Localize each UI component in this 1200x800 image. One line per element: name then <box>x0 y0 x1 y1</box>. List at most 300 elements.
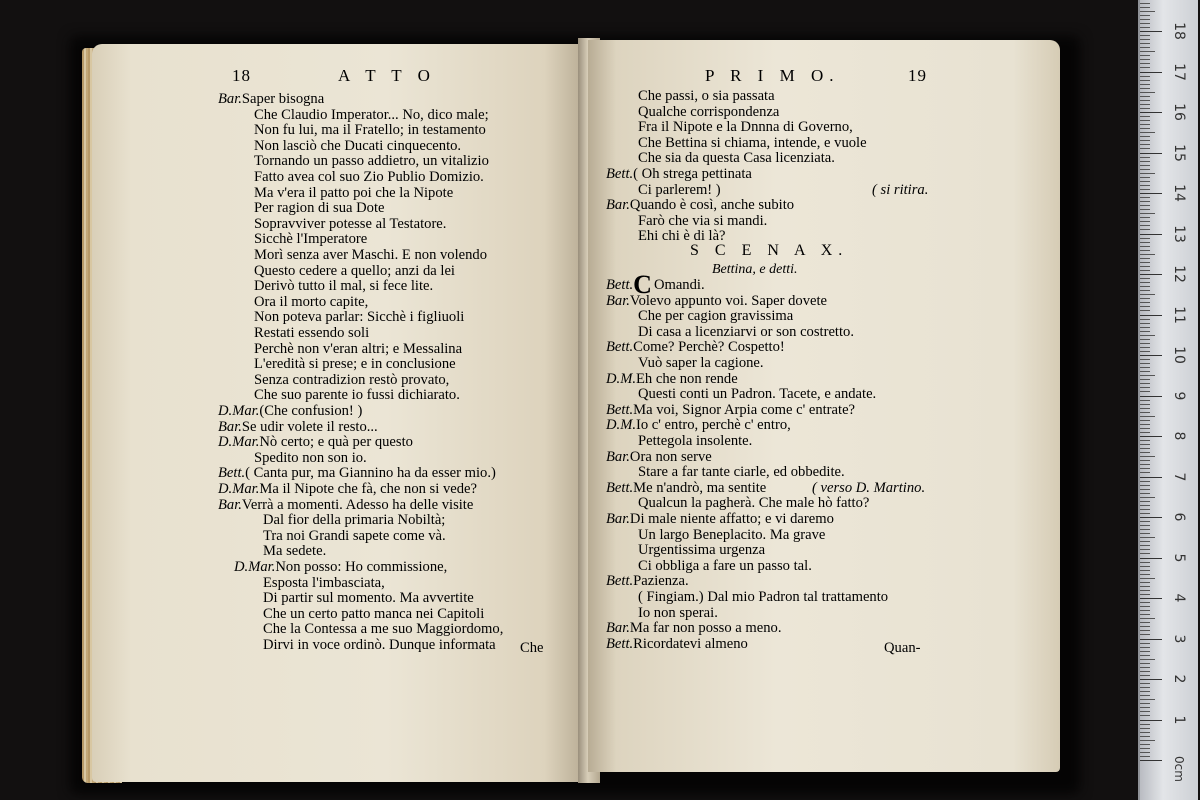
verse-text: Di male niente affatto; e vi daremo <box>629 511 834 527</box>
text-line <box>254 278 433 294</box>
right-running-head: P R I M O. <box>705 66 840 85</box>
text-line <box>254 356 456 372</box>
speaker-label: D.Mar. <box>218 434 260 451</box>
text-line <box>606 339 785 355</box>
speaker-label: Bar. <box>218 91 242 107</box>
verse-text: Pettegola insolente. <box>638 433 753 449</box>
ruler-tick <box>1140 132 1155 133</box>
ruler-number: 9 <box>1171 391 1187 400</box>
ruler-tick <box>1140 19 1150 20</box>
ruler-tick <box>1140 679 1162 680</box>
left-running-head: A T T O <box>338 66 436 85</box>
ruler-tick <box>1140 643 1150 644</box>
verse-text: Esposta l'imbasciata, <box>263 574 385 591</box>
ruler-tick <box>1140 189 1150 190</box>
ruler-tick <box>1140 444 1150 445</box>
text-line <box>218 481 477 497</box>
verse-text: Spedito non son io. <box>254 449 367 466</box>
ruler-tick <box>1140 683 1150 684</box>
ruler-tick <box>1140 144 1150 145</box>
verse-text: Qualcun la pagherà. Che male hò fatto? <box>638 495 870 512</box>
ruler-tick <box>1140 27 1150 28</box>
text-line <box>606 620 782 636</box>
ruler-tick <box>1140 169 1150 170</box>
ruler-tick <box>1140 124 1150 125</box>
ruler-tick <box>1140 655 1150 656</box>
text-line <box>254 372 449 388</box>
ruler-number: 12 <box>1171 265 1187 283</box>
ruler-tick <box>1140 537 1155 538</box>
text-line <box>638 589 888 605</box>
ruler-tick <box>1140 92 1155 93</box>
ruler-tick <box>1140 327 1150 328</box>
text-line <box>638 104 779 120</box>
ruler-tick <box>1140 270 1150 271</box>
ruler-tick <box>1140 639 1162 640</box>
ruler-tick <box>1140 525 1150 526</box>
verse-text: (Che confusion! ) <box>259 403 363 419</box>
speaker-label: Bar. <box>606 620 630 637</box>
speaker-label: Bett. <box>606 277 634 293</box>
verse-text: Quando è così, anche subito <box>629 197 795 214</box>
ruler-tick <box>1140 404 1150 405</box>
ruler-tick <box>1140 493 1150 494</box>
verse-text: Ma il Nipote che fà, che non si vede? <box>259 481 477 497</box>
ruler-tick <box>1140 756 1150 757</box>
text-line <box>638 495 869 511</box>
ruler-tick <box>1140 31 1162 32</box>
ruler-number: 3 <box>1171 634 1187 643</box>
ruler-tick <box>1140 254 1155 255</box>
ruler-tick <box>1140 197 1150 198</box>
verse-text: Fra il Nipote e la Dnnna di Governo, <box>638 119 853 136</box>
ruler-tick <box>1140 659 1155 660</box>
ruler-tick <box>1140 691 1150 692</box>
ruler-tick <box>1140 477 1162 478</box>
ruler-tick <box>1140 128 1150 129</box>
ruler-tick <box>1140 282 1150 283</box>
ruler-tick <box>1140 590 1150 591</box>
speaker-label: Bar. <box>218 418 242 435</box>
ruler-number: 8 <box>1171 431 1187 441</box>
text-line <box>254 294 368 310</box>
ruler-tick <box>1140 181 1150 182</box>
text-line <box>254 341 462 357</box>
verse-text: Che suo parente io fussi dichiarato. <box>254 387 460 404</box>
text-line <box>638 542 765 558</box>
text-line <box>254 247 487 263</box>
ruler-tick <box>1140 489 1150 490</box>
text-line <box>638 464 845 480</box>
ruler-number: 13 <box>1171 224 1187 243</box>
ruler-number: 6 <box>1171 512 1187 522</box>
ruler-tick <box>1140 416 1155 417</box>
scene-title: S C E N A X. <box>690 242 849 259</box>
text-line <box>254 231 367 247</box>
text-line <box>254 122 486 138</box>
ruler-tick <box>1140 400 1150 401</box>
verse-text: Questo cedere a quello; anzi da lei <box>254 262 455 279</box>
ruler-tick <box>1140 501 1150 502</box>
ruler-tick <box>1140 72 1162 73</box>
ruler-tick <box>1140 558 1162 559</box>
text-line <box>606 197 794 213</box>
measurement-ruler <box>1138 0 1198 800</box>
ruler-tick <box>1140 306 1150 307</box>
ruler-tick <box>1140 302 1150 303</box>
ruler-tick <box>1140 15 1150 16</box>
ruler-number: 15 <box>1171 143 1187 162</box>
verse-text: Questi conti un Padron. Tacete, e andate. <box>638 386 877 403</box>
ruler-tick <box>1140 424 1150 425</box>
ruler-tick <box>1140 108 1150 109</box>
ruler-tick <box>1140 266 1150 267</box>
stage-direction: ( verso D. Martino. <box>812 479 926 496</box>
verse-text: Me n'andrò, ma sentite <box>633 479 767 496</box>
ruler-tick <box>1140 367 1150 368</box>
ruler-tick <box>1140 63 1150 64</box>
ruler-tick <box>1140 234 1162 235</box>
ruler-tick <box>1140 687 1150 688</box>
ruler-number: 17 <box>1171 62 1187 81</box>
ruler-tick <box>1140 205 1150 206</box>
ruler-number: 16 <box>1171 103 1187 121</box>
text-line <box>263 528 446 544</box>
verse-text: Per ragion di sua Dote <box>254 200 385 217</box>
ruler-tick <box>1140 391 1150 392</box>
verse-text: Ricordatevi almeno <box>633 635 748 652</box>
ruler-number: 2 <box>1171 674 1187 684</box>
ruler-tick <box>1140 229 1150 230</box>
verse-text: Di casa a licenziarvi or son costretto. <box>638 323 854 340</box>
ruler-tick <box>1140 59 1150 60</box>
ruler-tick <box>1140 436 1162 437</box>
verse-text: Che Claudio Imperator... No, dico male; <box>254 106 489 123</box>
ruler-tick <box>1140 533 1150 534</box>
speaker-label: D.M. <box>606 370 636 387</box>
ruler-tick <box>1140 460 1150 461</box>
speaker-label: Bett. <box>606 635 634 652</box>
ruler-tick <box>1140 541 1150 542</box>
verse-text: Stare a far tante ciarle, ed obbedite. <box>638 464 845 481</box>
speaker-label: Bar. <box>606 511 630 527</box>
text-line <box>606 293 827 309</box>
ruler-tick <box>1140 343 1150 344</box>
verse-text: Come? Perchè? Cospetto! <box>633 339 785 356</box>
ruler-tick <box>1140 497 1155 498</box>
ruler-tick <box>1140 545 1150 546</box>
ruler-tick <box>1140 720 1162 721</box>
ruler-tick <box>1140 703 1150 704</box>
ruler-tick <box>1140 505 1150 506</box>
text-line <box>606 270 705 299</box>
verse-text: Urgentissima urgenza <box>638 542 766 559</box>
text-line <box>606 417 791 433</box>
verse-text: Fatto avea col suo Zio Publio Domizio. <box>254 169 484 185</box>
text-line <box>254 107 489 123</box>
verse-text: Volevo appunto voi. Saper dovete <box>629 292 828 309</box>
text-line <box>218 91 324 107</box>
ruler-tick <box>1140 602 1150 603</box>
ruler-tick <box>1140 201 1150 202</box>
ruler-tick <box>1140 242 1150 243</box>
text-line <box>638 213 767 229</box>
ruler-tick <box>1140 278 1150 279</box>
ruler-tick <box>1140 347 1150 348</box>
verse-text: Eh che non rende <box>636 370 738 387</box>
ruler-tick <box>1140 294 1155 295</box>
ruler-tick <box>1140 136 1150 137</box>
ruler-tick <box>1140 606 1150 607</box>
verse-text: Derivò tutto il mal, si fece lite. <box>254 278 434 295</box>
verse-text: Ora il morto capite, <box>254 293 369 310</box>
ruler-tick <box>1140 310 1150 311</box>
ruler-tick <box>1140 104 1150 105</box>
speaker-label: Bett. <box>606 401 634 418</box>
speaker-label: Bar. <box>606 292 630 309</box>
text-line <box>254 200 385 216</box>
verse-text: Ma v'era il patto poi che la Nipote <box>254 184 454 201</box>
verse-text: Non lasciò che Ducati cinquecento. <box>254 137 462 154</box>
verse-text: Qualche corrispondenza <box>638 103 780 120</box>
ruler-tick <box>1140 209 1150 210</box>
ruler-tick <box>1140 290 1150 291</box>
ruler-tick <box>1140 88 1150 89</box>
ruler-tick <box>1140 562 1150 563</box>
text-line <box>638 324 854 340</box>
ruler-tick <box>1140 23 1150 24</box>
right-page-number: 19 <box>908 66 927 85</box>
text-line <box>606 449 712 465</box>
text-line <box>254 185 453 201</box>
speaker-label: Bett. <box>606 339 634 356</box>
verse-text: Verrà a momenti. Adesso ha delle visite <box>241 496 474 513</box>
ruler-tick <box>1140 626 1150 627</box>
ruler-tick <box>1140 553 1150 554</box>
ruler-tick <box>1140 112 1162 113</box>
ruler-tick <box>1140 120 1150 121</box>
ruler-tick <box>1140 379 1150 380</box>
ruler-tick <box>1140 80 1150 81</box>
verse-text: Io non sperai. <box>638 604 718 621</box>
ruler-tick <box>1140 724 1150 725</box>
ruler-tick <box>1140 711 1150 712</box>
ruler-tick <box>1140 675 1150 676</box>
ruler-tick <box>1140 319 1150 320</box>
ruler-tick <box>1140 715 1150 716</box>
ruler-tick <box>1140 11 1155 12</box>
ruler-number: 14 <box>1171 184 1187 202</box>
ruler-tick <box>1140 748 1150 749</box>
ruler-tick <box>1140 116 1150 117</box>
text-line <box>263 575 385 591</box>
ruler-tick <box>1140 432 1150 433</box>
text-line <box>254 153 489 169</box>
verse-text: ( Oh strega pettinata <box>633 166 752 182</box>
ruler-tick <box>1140 412 1150 413</box>
ruler-number: 18 <box>1171 22 1187 40</box>
verse-text: Io c' entro, perchè c' entro, <box>636 417 791 434</box>
verse-text: Perchè non v'eran altri; e Messalina <box>254 340 463 357</box>
ruler-tick <box>1140 549 1150 550</box>
ruler-tick <box>1140 213 1155 214</box>
ruler-tick <box>1140 614 1150 615</box>
verse-text: Non poteva parlar: Sicchè i figliuoli <box>254 309 465 326</box>
ruler-tick <box>1140 355 1162 356</box>
ruler-tick <box>1140 177 1150 178</box>
decorated-initial: C <box>633 270 652 299</box>
text-line <box>638 355 764 371</box>
text-line <box>254 216 446 232</box>
verse-text: Ma sedete. <box>263 543 327 560</box>
ruler-tick <box>1140 39 1150 40</box>
text-line <box>263 637 496 653</box>
text-line <box>638 182 721 198</box>
ruler-tick <box>1140 744 1150 745</box>
verse-text: Morì senza aver Maschi. E non volendo <box>254 247 488 263</box>
ruler-number: 1 <box>1171 715 1187 724</box>
verse-text: Che Bettina si chiama, intende, e vuole <box>638 134 867 151</box>
verse-text: Non fu lui, ma il Fratello; in testamento <box>254 122 486 139</box>
text-line <box>263 543 326 559</box>
ruler-tick <box>1140 695 1150 696</box>
ruler-unit-label: 0cm <box>1171 756 1186 782</box>
text-line <box>218 419 378 435</box>
verse-text: Omandi. <box>653 277 705 293</box>
text-line <box>638 228 726 244</box>
ruler-tick <box>1140 598 1162 599</box>
text-line <box>254 387 460 403</box>
verse-text: Nò certo; e quà per questo <box>259 434 413 451</box>
ruler-number: 11 <box>1171 305 1187 324</box>
text-line <box>254 169 484 185</box>
ruler-tick <box>1140 396 1162 397</box>
text-line <box>263 590 474 606</box>
verse-text: Che per cagion gravissima <box>638 308 794 325</box>
speaker-label: Bett. <box>606 479 634 496</box>
ruler-tick <box>1140 509 1150 510</box>
verse-text: ( Fingiam.) Dal mio Padron tal trattamento <box>638 589 889 605</box>
ruler-tick <box>1140 3 1150 4</box>
ruler-tick <box>1140 481 1150 482</box>
speaker-label: Bar. <box>606 197 630 214</box>
ruler-tick <box>1140 157 1150 158</box>
verse-text: Tornando un passo addietro, un vitalizio <box>254 153 489 170</box>
verse-text: Che sia da questa Casa licenziata. <box>638 150 835 167</box>
ruler-tick <box>1140 383 1150 384</box>
text-line <box>638 433 752 449</box>
text-line <box>638 527 825 543</box>
ruler-tick <box>1140 387 1150 388</box>
text-line <box>638 558 812 574</box>
right-catchword: Quan- <box>884 640 921 656</box>
ruler-tick <box>1140 732 1150 733</box>
ruler-tick <box>1140 671 1150 672</box>
ruler-tick <box>1140 217 1150 218</box>
ruler-tick <box>1140 67 1150 68</box>
speaker-label: Bar. <box>218 496 242 513</box>
ruler-tick <box>1140 7 1150 8</box>
ruler-tick <box>1140 452 1150 453</box>
ruler-tick <box>1140 315 1162 316</box>
text-line <box>606 371 738 387</box>
text-line <box>638 135 867 151</box>
ruler-tick <box>1140 43 1150 44</box>
ruler-tick <box>1140 428 1150 429</box>
ruler-tick <box>1140 517 1162 518</box>
ruler-tick <box>1140 262 1150 263</box>
text-line <box>234 559 447 575</box>
ruler-tick <box>1140 740 1155 741</box>
ruler-tick <box>1140 610 1150 611</box>
text-line <box>606 402 855 418</box>
ruler-tick <box>1140 250 1150 251</box>
verse-text: Ci obbliga a fare un passo tal. <box>638 557 812 574</box>
verse-text: Ora non serve <box>629 448 712 465</box>
speaker-label: D.Mar. <box>234 559 276 575</box>
ruler-tick <box>1140 339 1150 340</box>
ruler-tick <box>1140 574 1150 575</box>
speaker-label: D.Mar. <box>218 481 260 497</box>
verse-text: Ci parlerem! ) <box>638 181 721 198</box>
text-line <box>606 573 689 589</box>
text-line <box>218 403 362 419</box>
text-line <box>263 512 445 528</box>
ruler-tick <box>1140 323 1150 324</box>
verse-text: Ma far non posso a meno. <box>629 620 782 637</box>
stage-direction: ( si ritira. <box>872 181 929 198</box>
ruler-tick <box>1140 618 1155 619</box>
ruler-number: 7 <box>1171 472 1187 481</box>
text-line <box>638 308 793 324</box>
ruler-tick <box>1140 84 1150 85</box>
verse-text: Che la Contessa a me suo Maggiordomo, <box>263 621 504 638</box>
left-catchword: Che <box>520 640 544 656</box>
ruler-tick <box>1140 173 1155 174</box>
ruler-tick <box>1140 594 1150 595</box>
text-line <box>638 605 718 621</box>
ruler-tick <box>1140 521 1150 522</box>
ruler-tick <box>1140 298 1150 299</box>
ruler-tick <box>1140 582 1150 583</box>
ruler-tick <box>1140 35 1150 36</box>
speaker-label: D.M. <box>606 417 636 434</box>
text-line <box>606 511 834 527</box>
left-page-number: 18 <box>232 66 251 85</box>
ruler-number: 4 <box>1171 593 1187 603</box>
ruler-tick <box>1140 148 1150 149</box>
ruler-tick <box>1140 630 1150 631</box>
text-line <box>254 138 461 154</box>
ruler-tick <box>1140 335 1155 336</box>
speaker-label: Bett. <box>606 573 634 590</box>
ruler-tick <box>1140 185 1150 186</box>
ruler-tick <box>1140 221 1150 222</box>
ruler-tick <box>1140 622 1150 623</box>
ruler-tick <box>1140 331 1150 332</box>
speaker-label: Bett. <box>218 465 246 482</box>
scene-subtitle: Bettina, e detti. <box>712 262 798 277</box>
text-line <box>638 88 775 104</box>
verse-text: Di partir sul momento. Ma avvertite <box>263 590 474 607</box>
ruler-tick <box>1140 440 1150 441</box>
ruler-tick <box>1140 225 1150 226</box>
ruler-tick <box>1140 371 1150 372</box>
ruler-tick <box>1140 570 1150 571</box>
ruler-tick <box>1140 274 1162 275</box>
verse-text: Vuò saper la cagione. <box>638 355 764 371</box>
ruler-tick <box>1140 468 1150 469</box>
